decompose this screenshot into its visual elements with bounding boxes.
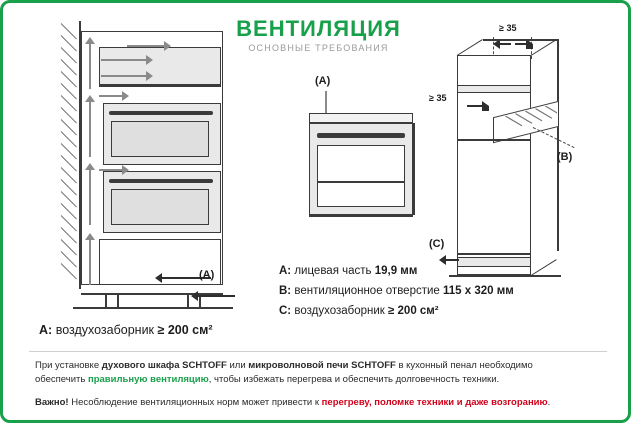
footer-warn-label: Важно! bbox=[35, 397, 69, 408]
label-a-left: (A) bbox=[199, 269, 215, 281]
airflow-arrow-right-5 bbox=[99, 165, 129, 175]
air-intake-arrow-2 bbox=[191, 291, 235, 301]
spec-c-value: ≥ 200 см² bbox=[388, 305, 439, 317]
housing-top-left-diagonal bbox=[457, 39, 483, 56]
oven-door-panel bbox=[317, 145, 405, 207]
upper-oven-inner-panel bbox=[111, 121, 209, 157]
cabinet-top-shelf-line bbox=[99, 85, 221, 87]
footer-divider bbox=[29, 351, 607, 352]
footer-warn-b: перегреву, поломке техники и даже возгоранию bbox=[321, 397, 548, 408]
oven-handle bbox=[317, 133, 405, 138]
single-oven-illustration bbox=[295, 75, 425, 223]
title-subtitle: ОСНОВНЫЕ ТРЕБОВАНИЯ bbox=[248, 43, 389, 53]
spec-c-prefix: C: bbox=[279, 305, 292, 317]
lower-oven-handle bbox=[109, 179, 213, 183]
spec-c bbox=[279, 301, 609, 321]
dim-top-label: ≥ 35 bbox=[499, 23, 517, 33]
oven-control-strip bbox=[317, 181, 405, 183]
upper-oven-handle bbox=[109, 111, 213, 115]
footer-l1-e: в кухонный пенал необходимо bbox=[395, 360, 533, 371]
spec-a-value: 19,9 мм bbox=[374, 265, 418, 277]
spec-a-prefix: A: bbox=[279, 265, 292, 277]
footer-l2-a: обеспечить bbox=[35, 374, 88, 385]
footer-line-2 bbox=[35, 373, 605, 387]
dim-mid-arrow bbox=[467, 101, 489, 111]
airflow-arrow-up-1 bbox=[85, 37, 95, 89]
footer-notes bbox=[35, 359, 605, 410]
label-c: (C) bbox=[429, 238, 445, 250]
oven-top-plate bbox=[309, 113, 413, 123]
footer-warn-c: . bbox=[547, 397, 551, 408]
right-housing-illustration bbox=[429, 23, 620, 293]
footer-l1-c: или bbox=[226, 360, 249, 371]
spec-a-left-prefix: A: bbox=[39, 323, 53, 337]
spec-a-left bbox=[39, 321, 269, 339]
floor-line bbox=[73, 307, 233, 309]
footer-l2-c: , чтобы избежать перегрева и обеспечить долговечность техники. bbox=[208, 374, 500, 385]
housing-mid-divider bbox=[457, 139, 531, 141]
housing-top-back-edge bbox=[483, 39, 557, 41]
spec-b-text: вентиляционное отверстие bbox=[294, 285, 440, 297]
title-main: ВЕНТИЛЯЦИЯ bbox=[236, 16, 401, 41]
housing-bottom-shelf bbox=[457, 253, 531, 255]
dim-top-arrow-left bbox=[493, 39, 511, 49]
airflow-arrow-right-3 bbox=[127, 41, 171, 51]
housing-top-right-diagonal bbox=[531, 39, 557, 56]
housing-right-back-edge bbox=[557, 39, 559, 251]
spec-b bbox=[279, 281, 609, 301]
airflow-arrow-up-2 bbox=[85, 95, 95, 157]
spec-a-left-text: воздухозаборник bbox=[55, 323, 155, 337]
oven-bottom-edge bbox=[309, 215, 413, 217]
spec-a bbox=[279, 261, 609, 281]
spec-a-left-value: ≥ 200 см² bbox=[157, 323, 213, 337]
left-cabinet-illustration bbox=[43, 21, 243, 311]
leg-left-2 bbox=[117, 295, 119, 307]
footer-warn-a: Несоблюдение вентиляционных норм может привести к bbox=[68, 397, 322, 408]
airflow-arrow-up-4 bbox=[85, 233, 95, 285]
spec-b-value: 115 х 320 мм bbox=[443, 285, 514, 297]
spec-list-right bbox=[279, 261, 609, 321]
footer-l1-b: духового шкафа SCHTOFF bbox=[101, 360, 227, 371]
dim-mid-label: ≥ 35 bbox=[429, 93, 447, 103]
housing-upper-shelf-block bbox=[457, 85, 531, 93]
airflow-arrow-right-4 bbox=[99, 91, 129, 101]
label-a-middle: (A) bbox=[315, 75, 331, 87]
footer-line-1 bbox=[35, 359, 605, 373]
dim-top-arrow-right bbox=[515, 39, 533, 49]
spec-list-left bbox=[39, 321, 269, 339]
spec-b-prefix: B: bbox=[279, 285, 292, 297]
footer-warning bbox=[35, 396, 605, 410]
leader-to-b bbox=[533, 127, 575, 148]
leg-right bbox=[187, 295, 189, 307]
label-b: (B) bbox=[557, 151, 573, 163]
oven-side-edge bbox=[413, 123, 415, 215]
leg-left bbox=[105, 295, 107, 307]
airflow-arrow-right-1 bbox=[101, 55, 153, 65]
footer-l2-b: правильную вентиляцию bbox=[87, 374, 209, 385]
footer-l1-d: микроволновой печи SCHTOFF bbox=[248, 360, 396, 371]
spec-c-text: воздухозаборник bbox=[294, 305, 385, 317]
airflow-arrow-up-3 bbox=[85, 163, 95, 225]
footer-l1-a: При установке bbox=[35, 360, 102, 371]
wall-hatching bbox=[61, 23, 79, 287]
airflow-arrow-right-2 bbox=[101, 71, 153, 81]
spec-a-text: лицевая часть bbox=[294, 265, 372, 277]
lower-oven-inner-panel bbox=[111, 189, 209, 225]
